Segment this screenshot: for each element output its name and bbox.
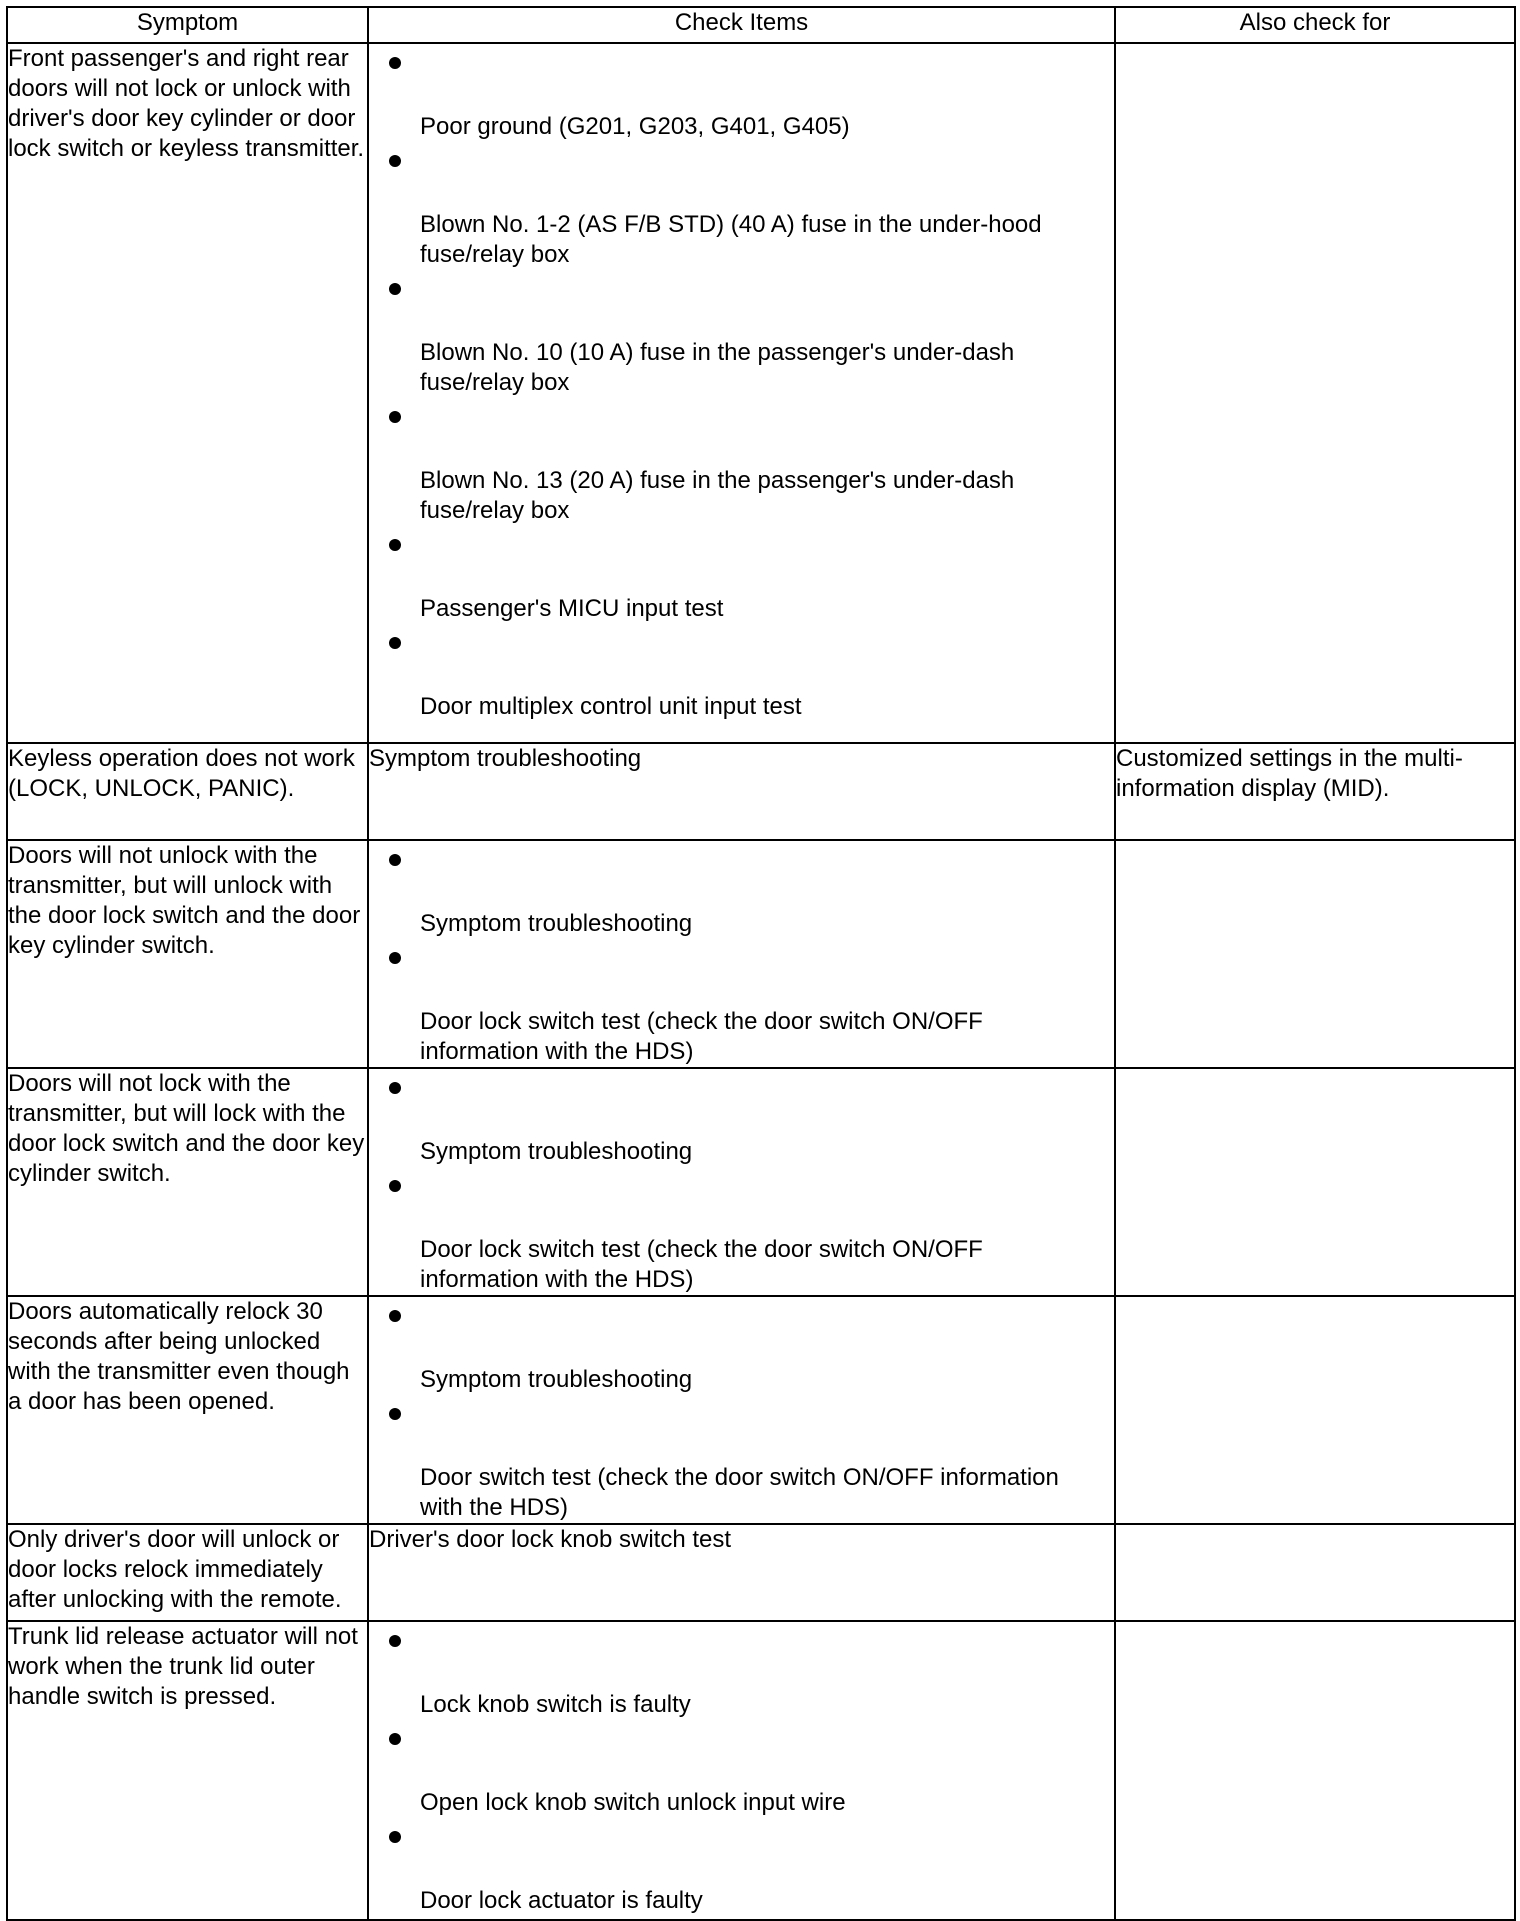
bullet-icon [389, 1408, 401, 1420]
check-item: Symptom troubleshooting [369, 1310, 1114, 1395]
check-item: Door multiplex control unit input test [369, 637, 1114, 722]
check-items-cell [368, 1296, 1115, 1524]
bullet-icon [389, 637, 401, 649]
check-items-cell [368, 1621, 1115, 1920]
bullet-icon [389, 952, 401, 964]
table-row [7, 1296, 1515, 1524]
check-items-cell [368, 840, 1115, 1068]
table-row [7, 840, 1515, 1068]
table-row [7, 743, 1515, 840]
bullet-icon [389, 1082, 401, 1094]
troubleshooting-table [6, 6, 1516, 1921]
check-item: Blown No. 10 (10 A) fuse in the passenger's under-dash fuse/relay box [369, 283, 1114, 398]
bullet-icon [389, 57, 401, 69]
bullet-icon [389, 411, 401, 423]
check-item: Poor ground (G201, G203, G401, G405) [369, 57, 1114, 142]
check-item: Blown No. 1-2 (AS F/B STD) (40 A) fuse in the under-hood fuse/relay box [369, 155, 1114, 270]
check-item: Blown No. 13 (20 A) fuse in the passenger's under-dash fuse/relay box [369, 411, 1114, 526]
check-item: Passenger's MICU input test [369, 539, 1114, 624]
symptom-cell: Keyless operation does not work (LOCK, UNLOCK, PANIC). [7, 743, 368, 840]
check-item: Door lock switch test (check the door switch ON/OFF information with the HDS) [369, 952, 1114, 1067]
check-items-cell [368, 43, 1115, 743]
also-check-cell [1115, 840, 1515, 1068]
check-item: Door lock switch test (check the door switch ON/OFF information with the HDS) [369, 1180, 1114, 1295]
symptom-cell: Doors automatically relock 30 seconds after being unlocked with the transmitter even though a door has been opened. [7, 1296, 368, 1524]
check-items-cell [368, 1068, 1115, 1296]
check-item: Door lock actuator is faulty [369, 1831, 1114, 1916]
check-item: Open lock knob switch unlock input wire [369, 1733, 1114, 1818]
bullet-icon [389, 854, 401, 866]
symptom-cell: Doors will not unlock with the transmitter, but will unlock with the door lock switch and the door key cylinder switch. [7, 840, 368, 1068]
symptom-cell: Only driver's door will unlock or door locks relock immediately after unlocking with the remote. [7, 1524, 368, 1621]
header-row [7, 7, 1515, 43]
also-check-cell [1115, 1068, 1515, 1296]
bullet-icon [389, 539, 401, 551]
also-check-cell [1115, 43, 1515, 743]
check-item: Symptom troubleshooting [369, 1082, 1114, 1167]
check-item: Symptom troubleshooting [369, 854, 1114, 939]
bullet-icon [389, 155, 401, 167]
bullet-icon [389, 1831, 401, 1843]
symptom-cell: Doors will not lock with the transmitter, but will lock with the door lock switch and the door key cylinder switch. [7, 1068, 368, 1296]
table-row [7, 1524, 1515, 1621]
also-check-cell [1115, 1524, 1515, 1621]
table-row [7, 1621, 1515, 1920]
check-items-cell: Driver's door lock knob switch test [368, 1524, 1115, 1621]
bullet-icon [389, 283, 401, 295]
header-also-check-for: Also check for [1115, 7, 1515, 43]
bullet-icon [389, 1180, 401, 1192]
also-check-cell [1115, 1296, 1515, 1524]
bullet-icon [389, 1733, 401, 1745]
check-item: Door switch test (check the door switch ON/OFF information with the HDS) [369, 1408, 1114, 1523]
header-symptom: Symptom [7, 7, 368, 43]
header-check-items: Check Items [368, 7, 1115, 43]
bullet-icon [389, 1310, 401, 1322]
bullet-icon [389, 1635, 401, 1647]
symptom-cell: Trunk lid release actuator will not work when the trunk lid outer handle switch is pressed. [7, 1621, 368, 1920]
check-item: Lock knob switch is faulty [369, 1635, 1114, 1720]
table-row [7, 43, 1515, 743]
also-check-cell: Customized settings in the multi-information display (MID). [1115, 743, 1515, 840]
symptom-cell: Front passenger's and right rear doors will not lock or unlock with driver's door key cylinder or door lock switch or keyless transmitter. [7, 43, 368, 743]
table-row [7, 1068, 1515, 1296]
also-check-cell [1115, 1621, 1515, 1920]
check-items-cell: Symptom troubleshooting [368, 743, 1115, 840]
